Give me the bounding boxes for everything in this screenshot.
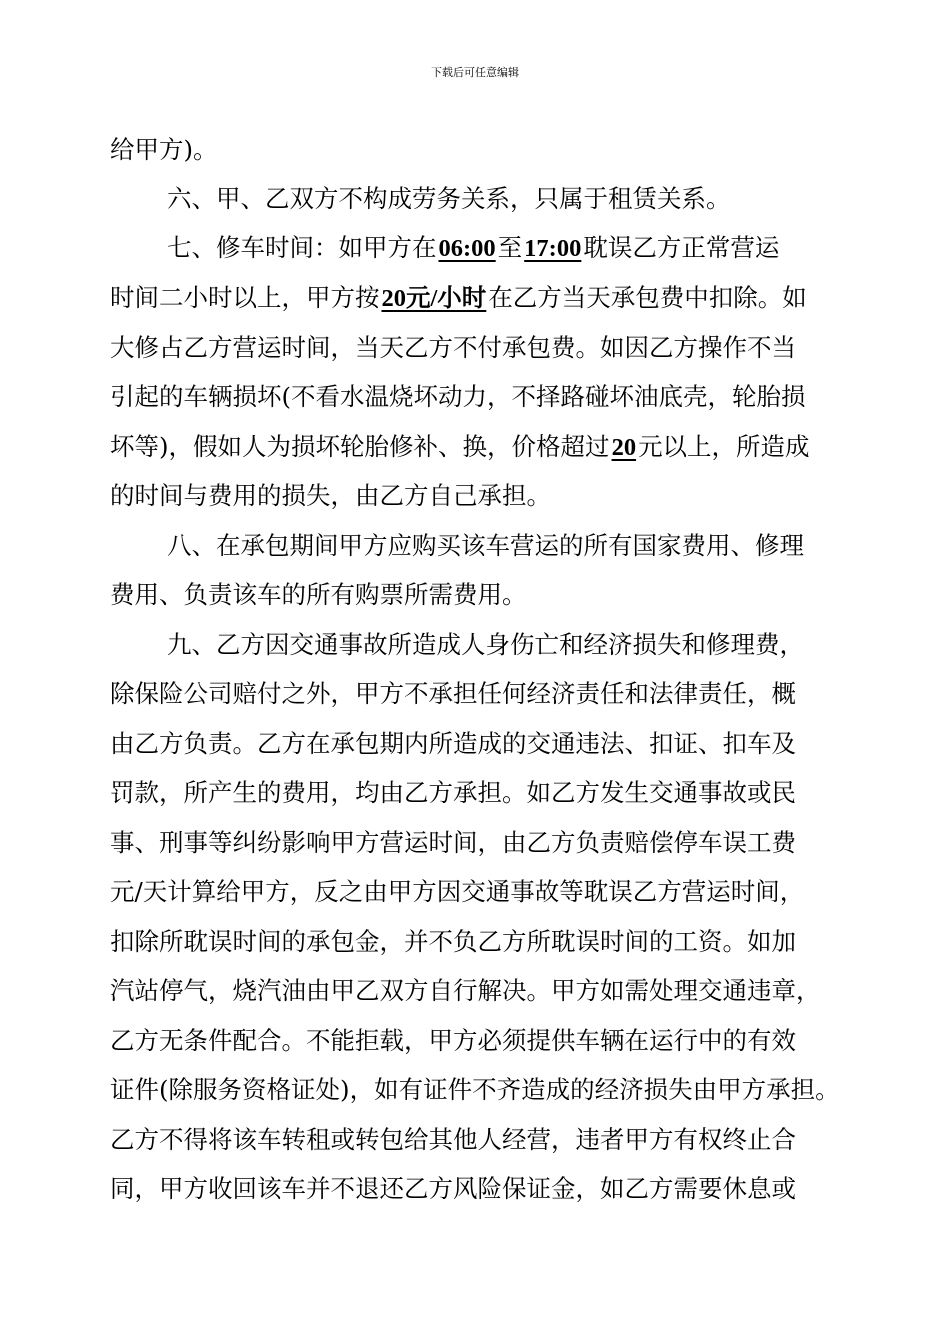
text-line: 扣除所耽误时间的承包金，并不负乙方所耽误时间的工资。如加 (110, 927, 796, 956)
end-time-value: 17:00 (524, 235, 582, 262)
text-line: 同，甲方收回该车并不退还乙方风险保证金，如乙方需要休息或 (110, 1174, 796, 1203)
text-line: 由乙方负责。乙方在承包期内所造成的交通违法、扣证、扣车及 (110, 729, 796, 758)
text-line: 给甲方)。 (110, 135, 218, 164)
text-line: 乙方无条件配合。不能拒载，甲方必须提供车辆在运行中的有效 (110, 1026, 796, 1055)
text-line: 乙方不得将该车转租或转包给其他人经营，违者甲方有权终止合 (110, 1125, 796, 1154)
text-line: 引起的车辆损坏(不看水温烧坏动力，不择路碰坏油底壳，轮胎损 (110, 382, 806, 411)
clause-7: 七、修车时间：如甲方在06:00至17:00耽误乙方正常营运 (167, 233, 780, 262)
page-header: 下载后可任意编辑 (431, 66, 519, 79)
hourly-rate-value: 20元/小时 (381, 285, 487, 312)
clause-6: 六、甲、乙双方不构成劳务关系，只属于租赁关系。 (167, 184, 731, 213)
text-line: 费用、负责该车的所有购票所需费用。 (110, 580, 527, 609)
text-line: 汽站停气，烧汽油由甲乙双方自行解决。甲方如需处理交通违章， (110, 976, 821, 1005)
price-threshold-value: 20 (611, 434, 637, 461)
text-line: 事、刑事等纠纷影响甲方营运时间，由乙方负责赔偿停车误工费 (110, 828, 796, 857)
start-time-value: 06:00 (438, 235, 496, 262)
clause-8: 八、在承包期间甲方应购买该车营运的所有国家费用、修理 (167, 531, 804, 560)
text-line: 的时间与费用的损失，由乙方自己承担。 (110, 481, 551, 510)
text-line: 罚款，所产生的费用，均由乙方承担。如乙方发生交通事故或民 (110, 778, 796, 807)
text-line: 坏等)，假如人为损坏轮胎修补、换，价格超过20元以上，所造成 (110, 432, 810, 461)
text-line: 证件(除服务资格证处)，如有证件不齐造成的经济损失由甲方承担。 (110, 1075, 840, 1104)
text-line: 元/天计算给甲方，反之由甲方因交通事故等耽误乙方营运时间， (110, 877, 805, 906)
clause-9: 九、乙方因交通事故所造成人身伤亡和经济损失和修理费， (167, 630, 804, 659)
text-line: 时间二小时以上，甲方按20元/小时在乙方当天承包费中扣除。如 (110, 283, 807, 312)
text-line: 大修占乙方营运时间，当天乙方不付承包费。如因乙方操作不当 (110, 333, 796, 362)
text-line: 除保险公司赔付之外，甲方不承担任何经济责任和法律责任，概 (110, 679, 796, 708)
